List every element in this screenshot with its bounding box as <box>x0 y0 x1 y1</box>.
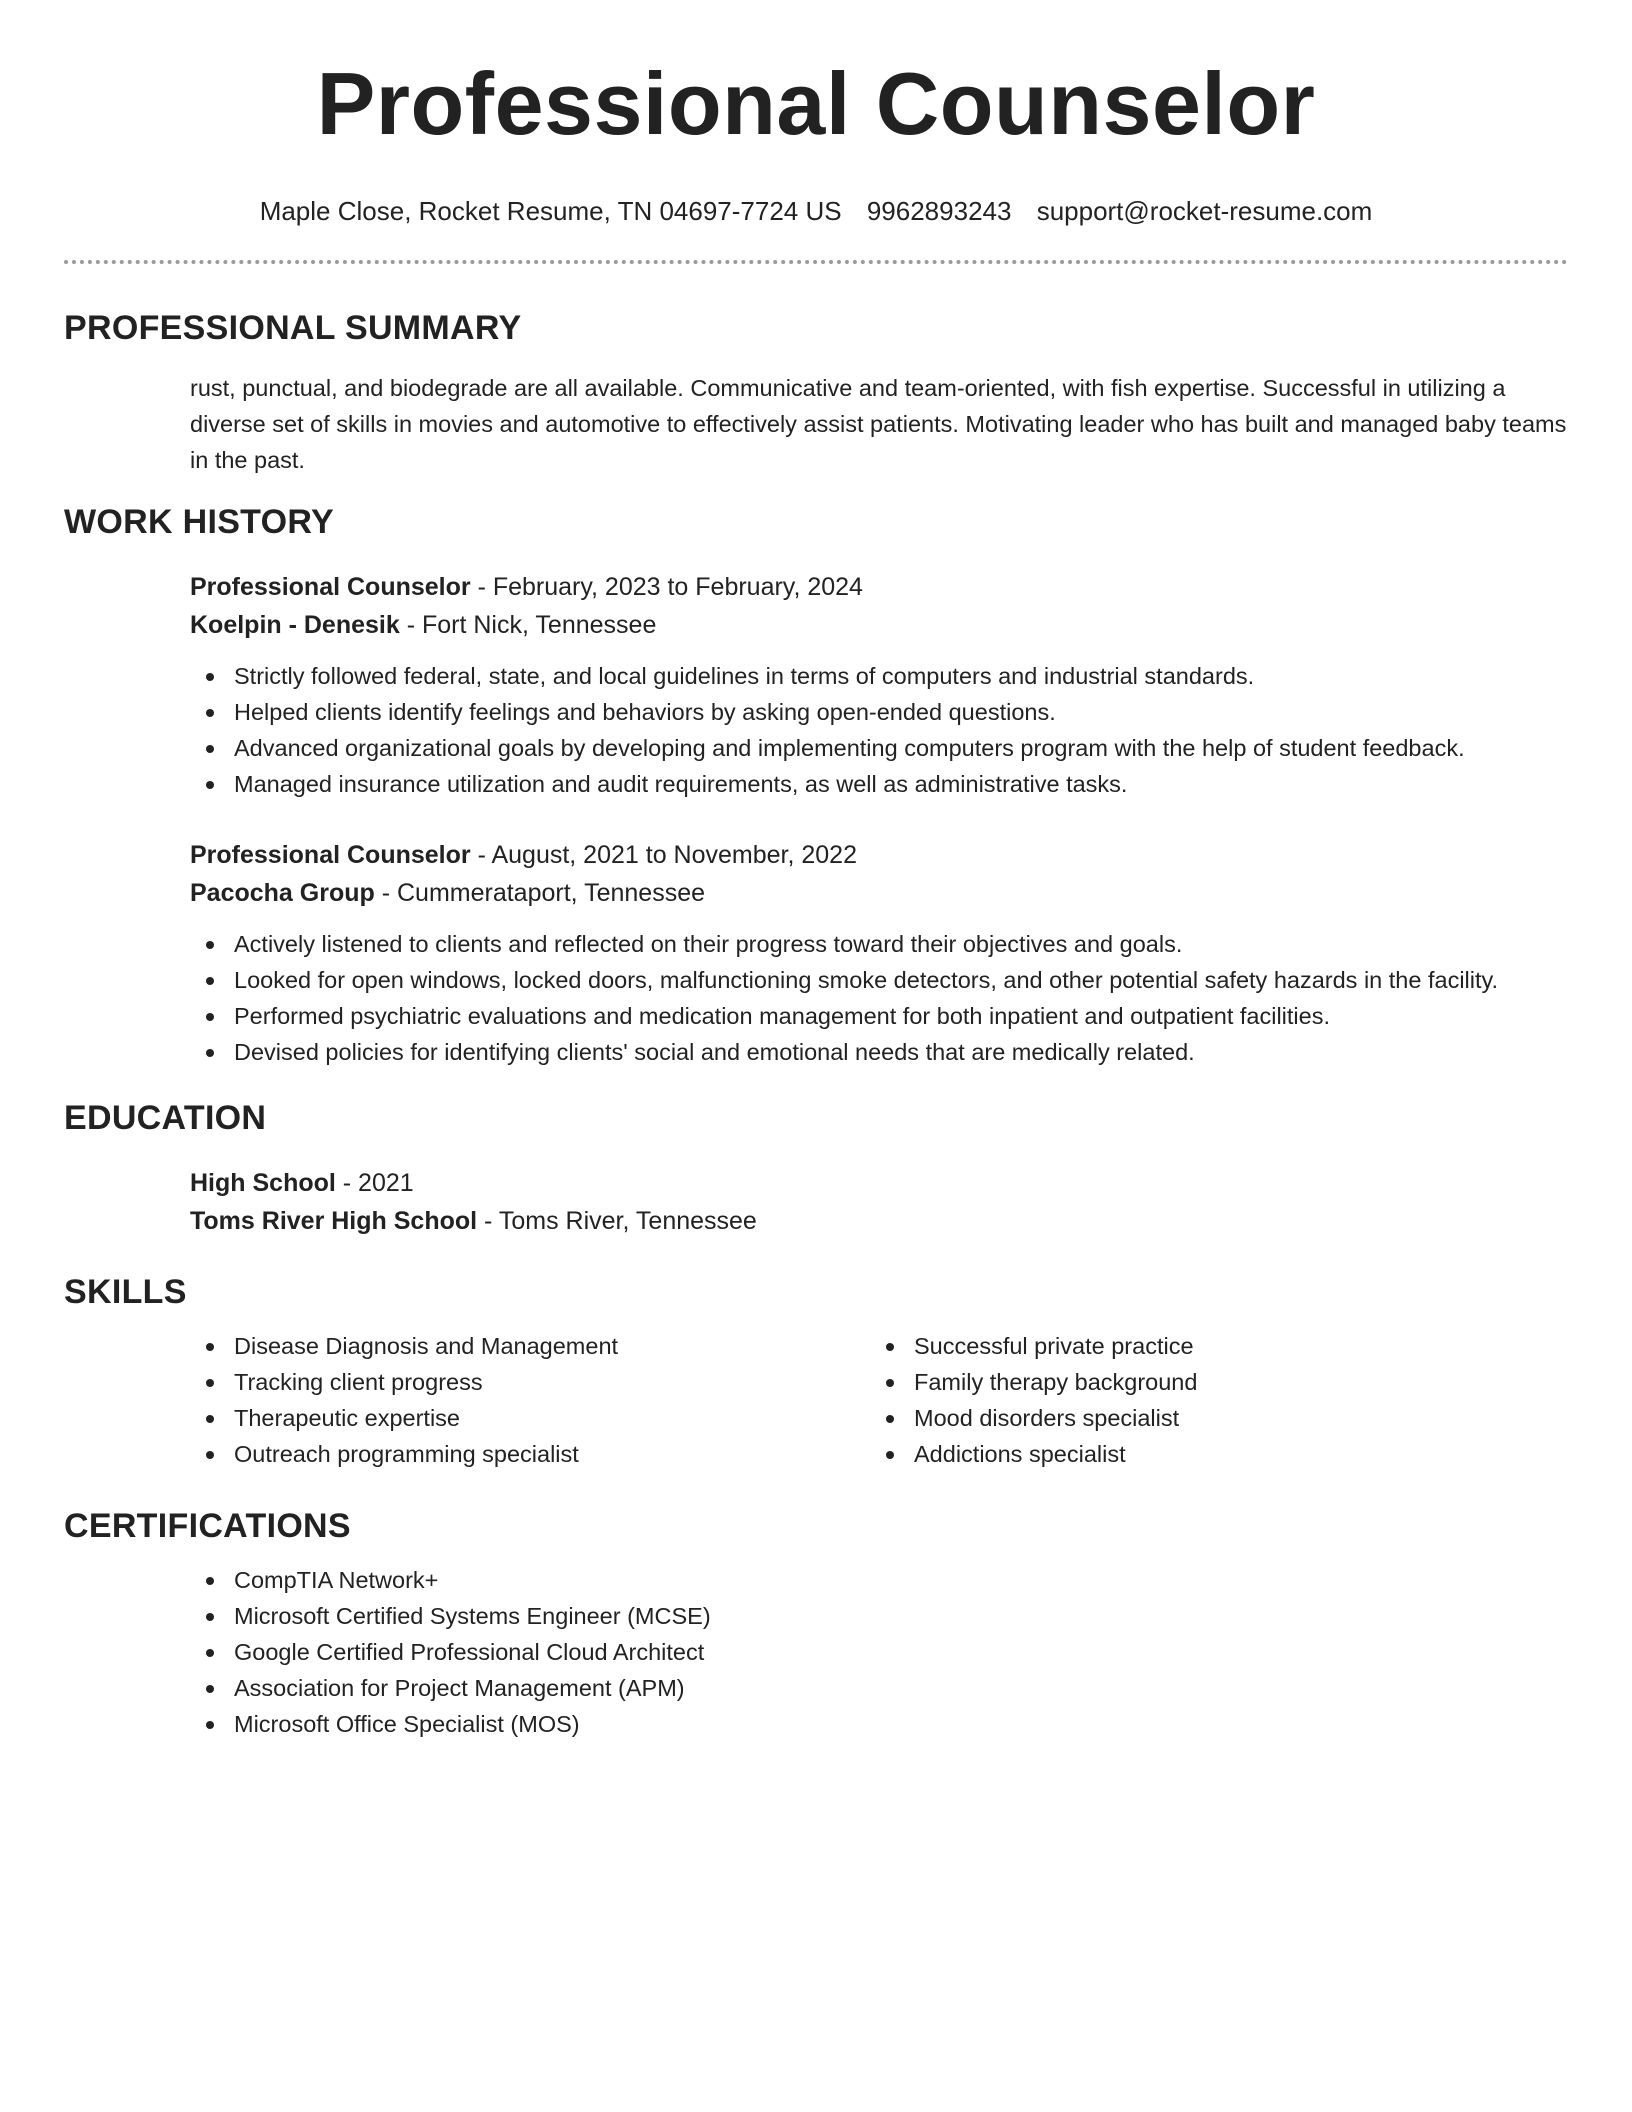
skills-list-right <box>870 1328 1550 1472</box>
job-duty: Devised policies for identifying clients' social and emotional needs that are medically related. <box>190 1034 1568 1070</box>
certification-item: Microsoft Certified Systems Engineer (MCSE) <box>190 1598 1568 1634</box>
header-divider <box>64 260 1568 264</box>
job-dates: - February, 2023 to February, 2024 <box>470 573 863 601</box>
job-duty: Strictly followed federal, state, and local guidelines in terms of computers and industrial standards. <box>190 658 1568 694</box>
contact-email: support@rocket-resume.com <box>1036 196 1373 226</box>
certification-item: Association for Project Management (APM) <box>190 1670 1568 1706</box>
skill-item: Addictions specialist <box>870 1436 1550 1472</box>
certifications-heading: CERTIFICATIONS <box>64 1507 351 1545</box>
job-title-line <box>190 836 1568 874</box>
job-company: Koelpin - Denesik <box>190 611 400 639</box>
job-duty: Advanced organizational goals by developing and implementing computers program with the help of student feedback. <box>190 730 1568 766</box>
education-year: - 2021 <box>335 1169 414 1197</box>
job-duties-list <box>190 658 1568 802</box>
job-duty: Managed insurance utilization and audit requirements, as well as administrative tasks. <box>190 766 1568 802</box>
education-school: Toms River High School <box>190 1207 478 1235</box>
certification-item: Google Certified Professional Cloud Architect <box>190 1634 1568 1670</box>
job-duty: Looked for open windows, locked doors, malfunctioning smoke detectors, and other potential safety hazards in the facility. <box>190 962 1568 998</box>
job-location: - Cummerataport, Tennessee <box>374 879 706 907</box>
job-title-line <box>190 568 1568 606</box>
job-duty: Helped clients identify feelings and behaviors by asking open-ended questions. <box>190 694 1568 730</box>
job-company-line <box>190 874 1568 912</box>
summary-text: rust, punctual, and biodegrade are all available. Communicative and team-oriented, with fish expertise. Successful in utilizing a diverse set of skills in movies and automotive to effectively assist patients. Motivating leader who has built and managed baby teams in the past. <box>190 375 1567 473</box>
skill-item: Therapeutic expertise <box>190 1400 870 1436</box>
skill-item: Outreach programming specialist <box>190 1436 870 1472</box>
job-company-line <box>190 606 1568 644</box>
job-position: Professional Counselor <box>190 841 471 869</box>
summary-heading: PROFESSIONAL SUMMARY <box>64 309 522 347</box>
skill-item: Tracking client progress <box>190 1364 870 1400</box>
certifications-section <box>64 1504 1568 1742</box>
skills-section <box>64 1270 1568 1472</box>
skill-item: Successful private practice <box>870 1328 1550 1364</box>
job-dates: - August, 2021 to November, 2022 <box>470 841 857 869</box>
job-company: Pacocha Group <box>190 879 375 907</box>
summary-section <box>64 306 1568 478</box>
skill-item: Mood disorders specialist <box>870 1400 1550 1436</box>
job-entry <box>190 568 1568 802</box>
contact-phone: 9962893243 <box>866 196 1012 226</box>
education-location: - Toms River, Tennessee <box>477 1207 757 1235</box>
education-heading: EDUCATION <box>64 1099 267 1137</box>
skills-list-left <box>190 1328 870 1472</box>
skills-heading: SKILLS <box>64 1273 187 1311</box>
job-duties-list <box>190 926 1568 1070</box>
education-degree: High School <box>190 1169 336 1197</box>
work-history-heading: WORK HISTORY <box>64 503 334 541</box>
job-location: - Fort Nick, Tennessee <box>399 611 657 639</box>
education-entry <box>190 1164 1568 1240</box>
skills-grid <box>190 1328 1568 1472</box>
skill-item: Family therapy background <box>870 1364 1550 1400</box>
certification-item: Microsoft Office Specialist (MOS) <box>190 1706 1568 1742</box>
certification-item: CompTIA Network+ <box>190 1562 1568 1598</box>
certifications-list <box>190 1562 1568 1742</box>
job-duty: Actively listened to clients and reflected on their progress toward their objectives and goals. <box>190 926 1568 962</box>
education-degree-line <box>190 1164 1568 1202</box>
job-duty: Performed psychiatric evaluations and medication management for both inpatient and outpatient facilities. <box>190 998 1568 1034</box>
contact-line <box>64 194 1568 228</box>
job-position: Professional Counselor <box>190 573 471 601</box>
education-school-line <box>190 1202 1568 1240</box>
contact-address: Maple Close, Rocket Resume, TN 04697-7724 US <box>259 196 842 226</box>
work-history-section <box>64 500 1568 1070</box>
candidate-name: Professional Counselor <box>316 54 1316 153</box>
education-section <box>64 1096 1568 1240</box>
job-entry <box>190 836 1568 1070</box>
skill-item: Disease Diagnosis and Management <box>190 1328 870 1364</box>
